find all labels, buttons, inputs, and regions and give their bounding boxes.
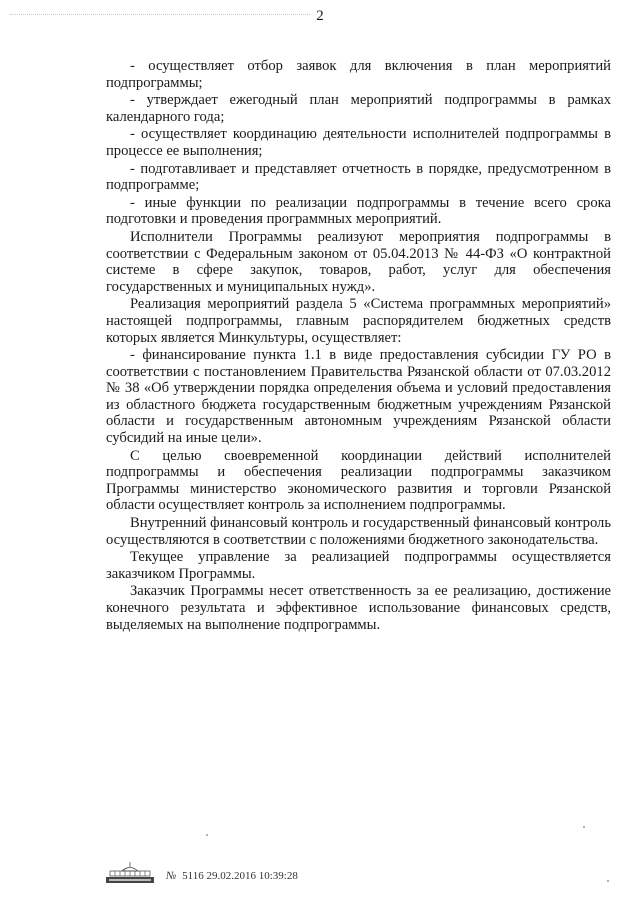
registration-stamp [104, 862, 298, 884]
scan-speck [583, 826, 585, 828]
paragraph: Исполнители Программы реализуют мероприятия подпрограммы в соответствии с Федеральным законом от 05.04.2013 № 44-ФЗ «О контрактной системе в сфере закупок, товаров, работ, услуг для обеспечения государственных и муниципальных нужд». [106, 228, 611, 295]
paragraph: - финансирование пункта 1.1 в виде предоставления субсидии ГУ РО в соответствии с постановлением Правительства Рязанской области от 07.03.2012 № 38 «Об утверждении порядка определения объема и условий предоставления из областного бюджета государственным бюджетным учреждениям Рязанской области и государственным автономным учреждениям Рязанской области субсидий на иные цели». [106, 347, 611, 447]
document-number: 5116 [182, 870, 204, 882]
paragraph: С целью своевременной координации действий исполнителей подпрограммы и обеспечения реализации подпрограммы заказчиком Программы министерство экономического развития и торговли Рязанской области осуществляет контроль за исполнением подпрограммы. [106, 447, 611, 514]
paragraph: - утверждает ежегодный план мероприятий подпрограммы в рамках календарного года; [106, 92, 611, 125]
registration-info [166, 870, 298, 884]
paragraph: Реализация мероприятий раздела 5 «Система программных мероприятий» настоящей подпрограммы, главным распорядителем бюджетных средств которых является Минкультуры, осуществляет: [106, 296, 611, 346]
number-sign: № [166, 870, 177, 882]
paragraph: Внутренний финансовый контроль и государственный финансовый контроль осуществляются в соответствии с положениями бюджетного законодательства. [106, 515, 611, 548]
scan-speck [206, 834, 208, 836]
registration-timestamp: 29.02.2016 10:39:28 [206, 870, 298, 882]
paragraph: Текущее управление за реализацией подпрограммы осуществляется заказчиком Программы. [106, 549, 611, 582]
paragraph: - иные функции по реализации подпрограммы в течение всего срока подготовки и проведения программных мероприятий. [106, 194, 611, 228]
page-number: 2 [316, 8, 324, 24]
paragraph: Заказчик Программы несет ответственность за ее реализацию, достижение конечного результата и эффективное использование финансовых средств, выделяемых на выполнение подпрограммы. [106, 583, 611, 633]
government-building-icon [104, 862, 156, 884]
paragraph: - осуществляет координацию деятельности исполнителей подпрограммы в процессе ее выполнения; [106, 126, 611, 159]
paragraph: - осуществляет отбор заявок для включения в план мероприятий подпрограммы; [106, 58, 611, 91]
document-body [106, 58, 611, 633]
scan-speck [607, 880, 609, 882]
paragraph: - подготавливает и представляет отчетность в порядке, предусмотренном в подпрограмме; [106, 160, 611, 194]
